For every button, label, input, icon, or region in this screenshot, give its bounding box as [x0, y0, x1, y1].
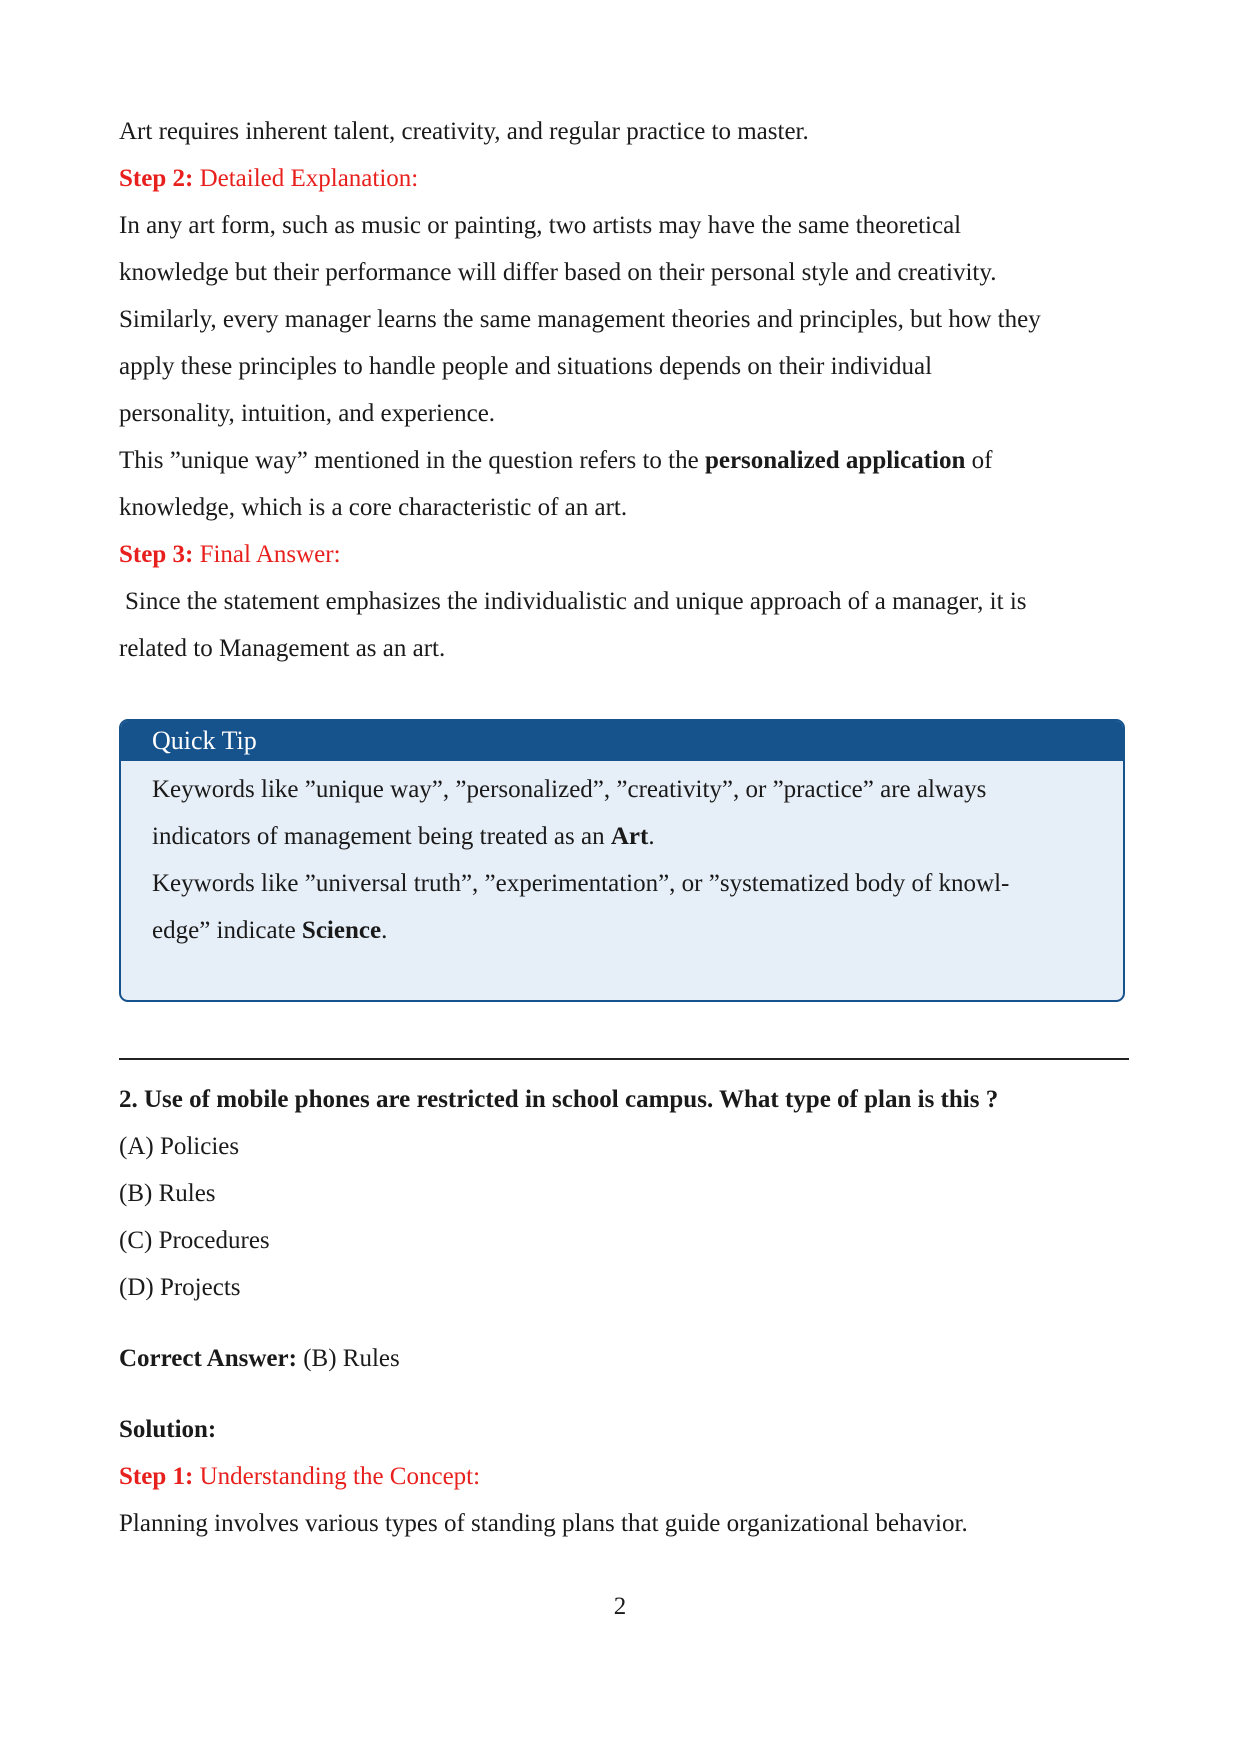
tip-l2-post: .: [648, 823, 655, 850]
final-answer-line2: related to Management as an art.: [119, 635, 446, 662]
tip-l4-pre: edge” indicate: [152, 917, 302, 944]
tip-l4-post: .: [381, 917, 388, 944]
tip-art-bold: Art: [610, 823, 649, 850]
step3-label: Step 3:: [119, 541, 194, 568]
final-answer-line1: Since the statement emphasizes the individualistic and unique approach of a manager, it is: [125, 588, 1027, 615]
correct-answer-value: (B) Rules: [296, 1345, 400, 1372]
option-d: (D) Projects: [119, 1274, 241, 1301]
unique-way-sentence: [119, 437, 1129, 484]
intro-text: Art requires inherent talent, creativity, and regular practice to master.: [119, 118, 809, 145]
step1-text: Planning involves various types of standing plans that guide organizational behavior.: [119, 1510, 968, 1537]
correct-answer-label: Correct Answer:: [119, 1345, 297, 1372]
quick-tip-box: [119, 719, 1125, 1002]
step2-line: Similarly, every manager learns the same management theories and principles, but how they: [119, 306, 1041, 333]
step3-title: Final Answer:: [199, 541, 341, 568]
question-text: 2. Use of mobile phones are restricted in school campus. What type of plan is this ?: [119, 1086, 999, 1113]
step3-heading: [119, 531, 1129, 578]
tip-science-bold: Science: [301, 917, 382, 944]
tip-l2-pre: indicators of management being treated as an: [152, 823, 611, 850]
page-number: 2: [613, 1593, 627, 1620]
tip-line: Keywords like ”unique way”, ”personalized”, ”creativity”, or ”practice” are always: [152, 776, 987, 803]
tip-line: [152, 907, 1093, 954]
unique-bold: personalized application: [704, 447, 966, 474]
step2-title: Detailed Explanation:: [199, 165, 419, 192]
step2-line: apply these principles to handle people and situations depends on their individual: [119, 353, 933, 380]
unique-pre: This ”unique way” mentioned in the question refers to the: [119, 447, 705, 474]
tip-line: Keywords like ”universal truth”, ”experimentation”, or ”systematized body of knowl-: [152, 870, 1010, 897]
step2-label: Step 2:: [119, 165, 194, 192]
unique-way-line2: knowledge, which is a core characteristic of an art.: [119, 494, 628, 521]
step1-label: Step 1:: [119, 1463, 194, 1490]
step1-heading: [119, 1453, 1129, 1500]
solution-heading: Solution:: [119, 1416, 217, 1443]
quick-tip-title: Quick Tip: [121, 721, 1123, 761]
option-b: (B) Rules: [119, 1180, 216, 1207]
step2-line: knowledge but their performance will differ based on their personal style and creativity.: [119, 259, 997, 286]
step2-heading: [119, 155, 1129, 202]
step2-line: In any art form, such as music or painting, two artists may have the same theoretical: [119, 212, 962, 239]
question-2: [119, 1076, 1129, 1547]
option-c: (C) Procedures: [119, 1227, 270, 1254]
upper-content: [119, 108, 1129, 672]
quick-tip-body: [121, 761, 1123, 954]
option-a: (A) Policies: [119, 1133, 240, 1160]
step2-line: personality, intuition, and experience.: [119, 400, 496, 427]
correct-answer: [119, 1335, 1129, 1382]
section-divider: [119, 1058, 1129, 1060]
unique-post: of: [965, 447, 993, 474]
step1-title: Understanding the Concept:: [199, 1463, 481, 1490]
tip-line: [152, 813, 1093, 860]
